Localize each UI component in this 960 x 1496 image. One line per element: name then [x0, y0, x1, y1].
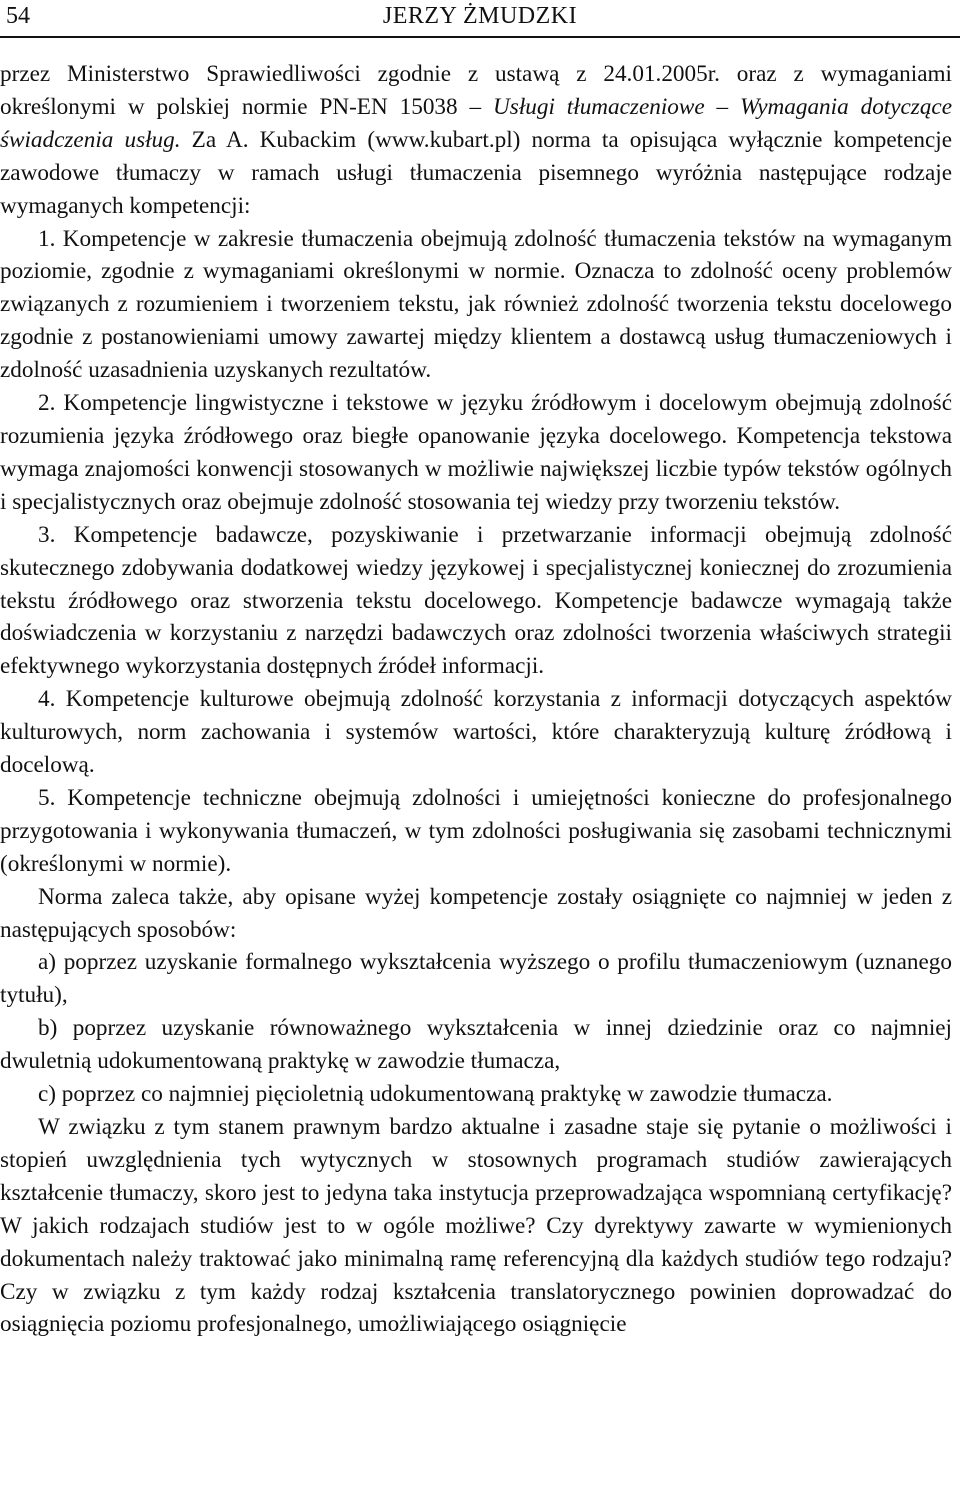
paragraph-intro-source: Za A. Kubackim ( [180, 126, 376, 153]
paragraph-competence-4: 4. Kompetencje kulturowe obejmują zdolność korzystania z informacji dotyczących aspektów kulturowych, norm zachowania i systemów wartości, które charakteryzują kulturę źródłową i docelową. [0, 686, 952, 779]
paragraph-competence-2: 2. Kompetencje lingwistyczne i tekstowe w języku źródłowym i docelowym obejmują zdolność rozumienia języka źródłowego oraz biegłe opanowanie języka docelowego. Kompetencja tekstowa wymaga znajomości konwencji stosowanych w możliwie największej liczbie typów tekstów ogólnych i specjalistycznych oraz obejmuje zdolność stosowania tej wiedzy przy tworzeniu tekstów. [0, 390, 952, 515]
paragraph-questions: W związku z tym stanem prawnym bardzo aktualne i zasadne staje się pytanie o możliwości i stopień uwzględnienia tych wytycznych w stosownych programach studiów zawierających kształcenie tłumaczy, skoro jest to jedyna taka instytucja przeprowadzająca wspomnianą certyfikację? W jakich rodzajach studiów jest to w ogóle możliwe? Czy dyrektywy zawarte w wymienionych dokumentach należy traktować jako minimalną ramę referencyjną dla każdych studiów tego rodzaju? Czy w związku z tym każdy rodzaj kształcenia translatorycznego powinien doprowadzać do osiągnięcia poziomu profesjonalnego, umożliwiającego osiągnięcie [0, 1114, 952, 1338]
body-text [0, 58, 952, 1341]
paragraph-option-b: b) poprzez uzyskanie równoważnego wykształcenia w innej dziedzinie oraz co najmniej dwuletnią udokumentowaną praktykę w zawodzie tłumacza, [0, 1015, 952, 1075]
page-header [0, 0, 960, 36]
page-number: 54 [6, 3, 30, 29]
paragraph-competence-3: 3. Kompetencje badawcze, pozyskiwanie i przetwarzanie informacji obejmują zdolność skutecznego zdobywania dodatkowej wiedzy językowej i specjalistycznej koniecznej do zrozumienia tekstu źródłowego oraz stworzenia tekstu docelowego. Kompetencje badawcze wymagają także doświadczenia w korzystaniu z narzędzi badawczych oraz zdolności tworzenia właściwych strategii efektywnego wykorzystania dostępnych źródeł informacji. [0, 521, 952, 680]
paragraph-norm: Norma zaleca także, aby opisane wyżej kompetencje zostały osiągnięte co najmniej w jeden z następujących sposobów: [0, 883, 952, 943]
norm-title: Usługi tłumaczeniowe – Wymagania dotyczące świadczenia usług. [0, 93, 953, 153]
paragraph-intro [0, 58, 952, 223]
paragraph-intro-rest: ) norma ta opisująca wyłącznie kompetencje zawodowe tłumaczy w ramach usługi tłumaczenia pisemnego wyróżnia następujące rodzaje wymaganych kompetencji: [0, 126, 952, 219]
running-head: JERZY ŻMUDZKI [382, 3, 578, 29]
paragraph-intro-text: przez Ministerstwo Sprawiedliwości zgodnie z ustawą z 24.01.2005r. oraz z wymaganiami określonymi w polskiej normie PN-EN 15038 – [0, 61, 952, 120]
paragraph-option-c: c) poprzez co najmniej pięcioletnią udokumentowaną praktykę w zawodzie tłumacza. [38, 1081, 833, 1108]
paragraph-competence-5: 5. Kompetencje techniczne obejmują zdolności i umiejętności konieczne do profesjonalnego przygotowania i wykonywania tłumaczeń, w tym zdolności posługiwania się zasobami technicznymi (określonymi w normie). [0, 784, 952, 877]
paragraph-option-a: a) poprzez uzyskanie formalnego wykształcenia wyższego o profilu tłumaczeniowym (uznanego tytułu), [0, 949, 952, 1009]
paragraph-competence-1: 1. Kompetencje w zakresie tłumaczenia obejmują zdolność tłumaczenia tekstów na wymaganym poziomie, zgodnie z wymaganiami określonymi w normie. Oznacza to zdolność oceny problemów związanych z rozumieniem i tworzeniem tekstu, jak również zdolność tworzenia tekstu docelowego zgodnie z postanowieniami umowy zawartej między klientem a dostawcą usług tłumaczeniowych i zdolność uzasadnienia uzyskanych rezultatów. [0, 225, 952, 384]
source-link[interactable]: www.kubart.pl [375, 126, 513, 153]
header-rule [0, 36, 960, 38]
